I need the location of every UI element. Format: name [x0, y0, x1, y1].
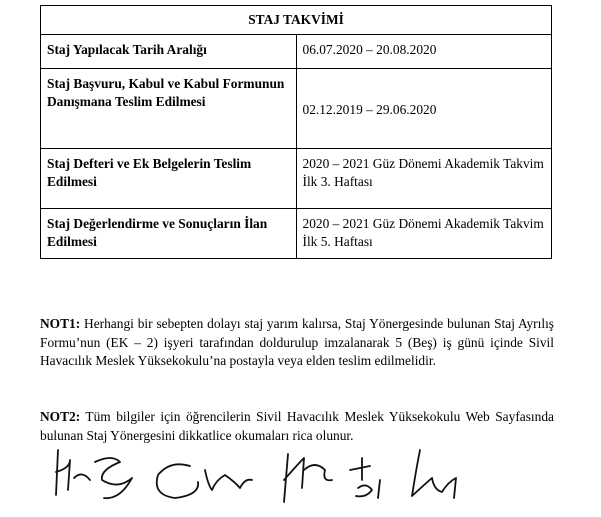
row-label: Staj Değerlendirme ve Sonuçların İlan Edilmesi [41, 209, 297, 259]
row-label: Staj Başvuru, Kabul ve Kabul Formunun Danışmana Teslim Edilmesi [41, 69, 297, 149]
note-2-text: Tüm bilgiler için öğrencilerin Sivil Havacılık Meslek Yüksekokulu Web Sayfasında bulunan Staj Yönergesini dikkatlice okumaları rica olunur. [40, 409, 554, 443]
signature-1 [56, 450, 132, 498]
staj-takvimi-table [40, 5, 552, 259]
row-value: 06.07.2020 – 20.08.2020 [296, 35, 552, 69]
signature-4 [350, 458, 380, 498]
handwritten-signatures [40, 440, 560, 510]
note-1-label: NOT1: [40, 316, 81, 331]
note-2-label: NOT2: [40, 409, 81, 424]
row-value: 2020 – 2021 Güz Dönemi Akademik Takvim İlk 5. Haftası [296, 209, 552, 259]
table-row [41, 149, 552, 209]
row-label: Staj Defteri ve Ek Belgelerin Teslim Edilmesi [41, 149, 297, 209]
table-row [41, 69, 552, 149]
signature-2 [157, 464, 252, 498]
table-title-row [41, 6, 552, 35]
table-title: STAJ TAKVİMİ [41, 6, 552, 35]
table-row [41, 209, 552, 259]
table-row [41, 35, 552, 69]
row-label: Staj Yapılacak Tarih Aralığı [41, 35, 297, 69]
signature-5 [412, 450, 456, 498]
signature-3 [284, 454, 332, 502]
row-value: 02.12.2019 – 29.06.2020 [296, 69, 552, 149]
row-value: 2020 – 2021 Güz Dönemi Akademik Takvim İlk 3. Haftası [296, 149, 552, 209]
note-1-text: Herhangi bir sebepten dolayı staj yarım kalırsa, Staj Yönergesinde bulunan Staj Ayrılış Formu’nun (EK – 2) işyeri tarafından doldurulup imzalanarak 5 (Beş) iş günü içinde Sivil Havacılık Meslek Yüksekokulu’na postayla veya elden teslim edilmelidir. [40, 316, 554, 368]
note-1 [40, 315, 554, 371]
